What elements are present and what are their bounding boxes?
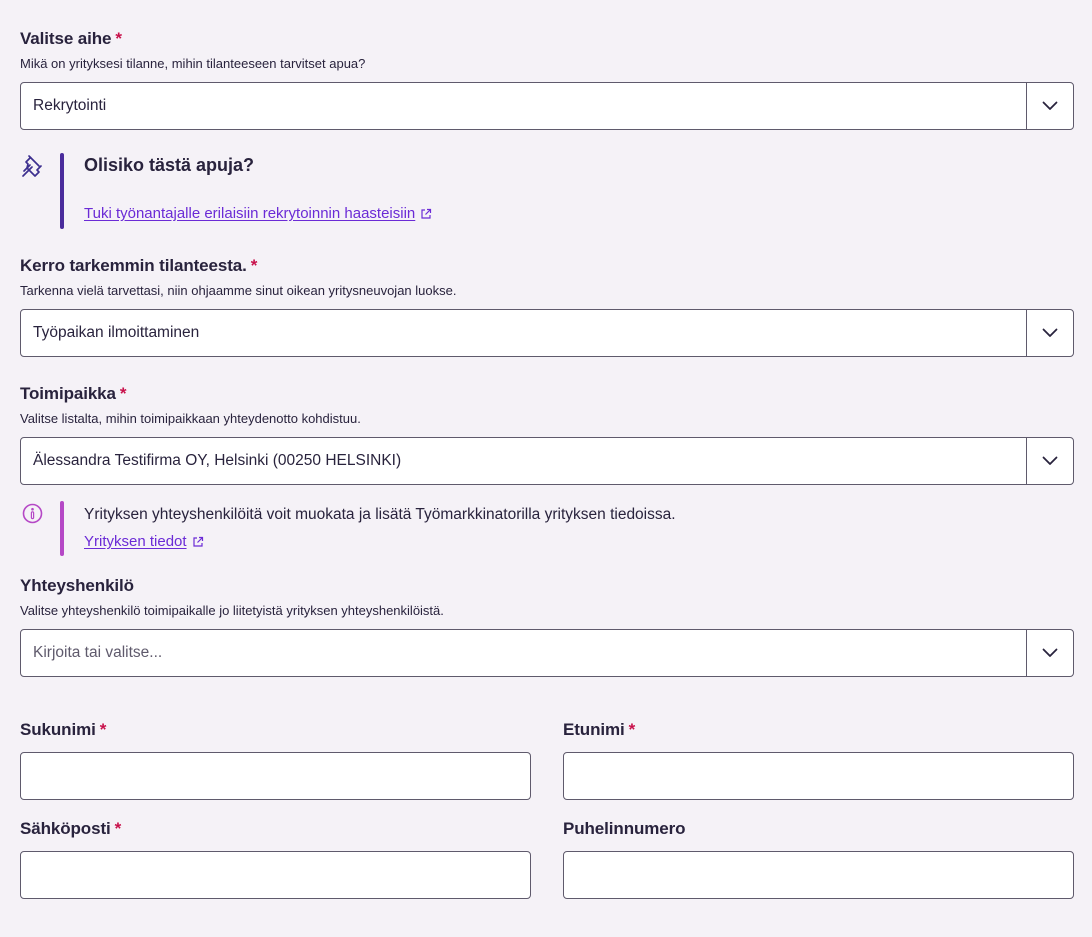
- contact-combobox-toggle[interactable]: [1026, 630, 1073, 676]
- chevron-down-icon: [1042, 328, 1058, 338]
- firstname-field[interactable]: [563, 752, 1074, 800]
- details-label: [20, 256, 257, 276]
- help-link-text[interactable]: Tuki työnantajalle erilaisiin rekrytoinnin haasteisiin: [84, 205, 416, 222]
- firstname-label: [563, 720, 635, 740]
- info-notice-link[interactable]: [84, 533, 204, 551]
- email-label-text: Sähköposti: [20, 819, 111, 838]
- lastname-field[interactable]: [20, 752, 531, 800]
- location-label-text: Toimipaikka: [20, 384, 116, 403]
- contact-hint: Valitse yhteyshenkilö toimipaikalle jo liitetyistä yrityksen yhteyshenkilöistä.: [20, 603, 444, 618]
- location-select-value: Älessandra Testifirma OY, Helsinki (00250 HELSINKI): [33, 452, 402, 469]
- details-select[interactable]: [20, 309, 1074, 357]
- details-select-toggle[interactable]: [1026, 310, 1073, 356]
- required-marker: *: [99, 720, 107, 739]
- email-field[interactable]: [20, 851, 531, 899]
- external-link-icon: [192, 536, 204, 548]
- phone-label: Puhelinnumero: [563, 819, 686, 838]
- topic-label: [20, 29, 122, 49]
- required-marker: *: [119, 384, 127, 403]
- chevron-down-icon: [1042, 456, 1058, 466]
- external-link-icon: [420, 208, 432, 220]
- email-label: [20, 819, 121, 839]
- lastname-label-text: Sukunimi: [20, 720, 96, 739]
- chevron-down-icon: [1042, 101, 1058, 111]
- details-hint: Tarkenna vielä tarvettasi, niin ohjaamme sinut oikean yritysneuvojan luokse.: [20, 283, 457, 298]
- contact-label: Yhteyshenkilö: [20, 576, 134, 595]
- info-link-text[interactable]: Yrityksen tiedot: [84, 533, 187, 550]
- location-hint: Valitse listalta, mihin toimipaikkaan yhteydenotto kohdistuu.: [20, 411, 361, 426]
- pin-icon: [20, 153, 46, 184]
- firstname-label-text: Etunimi: [563, 720, 625, 739]
- topic-select-toggle[interactable]: [1026, 83, 1073, 129]
- help-notice-bar: [60, 153, 64, 229]
- details-label-text: Kerro tarkemmin tilanteesta.: [20, 256, 247, 275]
- info-notice-bar: [60, 501, 64, 556]
- info-notice-text: Yrityksen yhteyshenkilöitä voit muokata ja lisätä Työmarkkinatorilla yrityksen tiedoissa.: [84, 506, 676, 523]
- topic-label-text: Valitse aihe: [20, 29, 112, 48]
- contact-combobox[interactable]: [20, 629, 1074, 677]
- lastname-label: [20, 720, 106, 740]
- help-notice-title: Olisiko tästä apuja?: [84, 155, 255, 175]
- location-label: [20, 384, 126, 404]
- required-marker: *: [115, 29, 122, 48]
- contact-combobox-input[interactable]: Kirjoita tai valitse...: [33, 644, 163, 661]
- info-circle-icon: [22, 503, 43, 529]
- required-marker: *: [114, 819, 122, 838]
- required-marker: *: [250, 256, 258, 275]
- location-select[interactable]: [20, 437, 1074, 485]
- required-marker: *: [628, 720, 636, 739]
- location-select-toggle[interactable]: [1026, 438, 1073, 484]
- help-notice-link[interactable]: [84, 205, 432, 223]
- chevron-down-icon: [1042, 648, 1058, 658]
- details-select-value: Työpaikan ilmoittaminen: [33, 324, 200, 341]
- topic-select[interactable]: [20, 82, 1074, 130]
- topic-hint: Mikä on yrityksesi tilanne, mihin tilanteeseen tarvitset apua?: [20, 56, 366, 71]
- topic-select-value: Rekrytointi: [33, 97, 107, 114]
- phone-field[interactable]: [563, 851, 1074, 899]
